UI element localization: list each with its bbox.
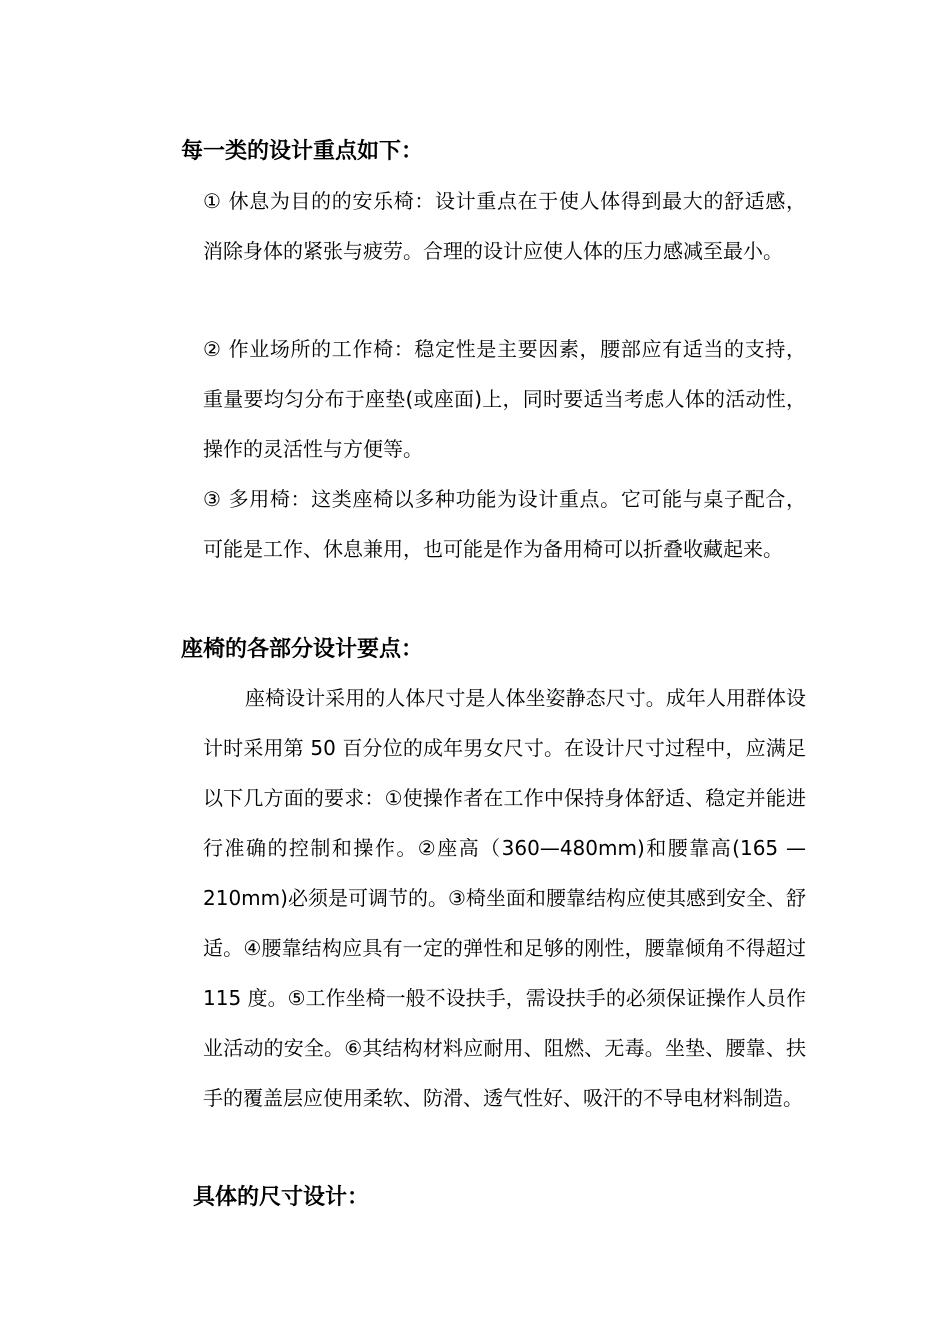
section-heading-design-focus: 每一类的设计重点如下： [181,139,424,164]
list-item-multi-use-chair: ③ 多用椅：这类座椅以多种功能为设计重点。它可能与桌子配合，可能是工作、休息兼用，也可能是作为备用椅可以折叠收藏起来。 [203,487,806,561]
section-heading-chair-parts: 座椅的各部分设计要点： [181,637,424,662]
section-heading-dimensions: 具体的尺寸设计： [193,1185,370,1210]
list-item-work-chair: ② 作业场所的工作椅：稳定性是主要因素，腰部应有适当的支持，重量要均匀分布于座垫(或座面)上，同时要适当考虑人体的活动性，操作的灵活性与方便等。 [203,337,806,461]
list-item-lounge-chair: ① 休息为目的的安乐椅：设计重点在于使人体得到最大的舒适感，消除身体的紧张与疲劳。合理的设计应使人体的压力感减至最小。 [203,189,806,263]
body-paragraph: 座椅设计采用的人体尺寸是人体坐姿静态尺寸。成年人用群体设计时采用第 50 百分位的成年男女尺寸。在设计尺寸过程中，应满足以下几方面的要求：①使操作者在工作中保持身体舒适、稳定并能进行准确的控制和操作。②座高（360—480mm)和腰靠高(165 —210mm)必须是可调节的。③椅坐面和腰靠结构应使其感到安全、舒适。④腰靠结构应具有一定的弹性和足够的刚性，腰靠倾角不得超过 115 度。⑤工作坐椅一般不设扶手，需设扶手的必须保证操作人员作业活动的安全。⑥其结构材料应耐用、阻燃、无毒。坐垫、腰靠、扶手的覆盖层应使用柔软、防滑、透气性好、吸汗的不导电材料制造。 [203,686,806,1110]
